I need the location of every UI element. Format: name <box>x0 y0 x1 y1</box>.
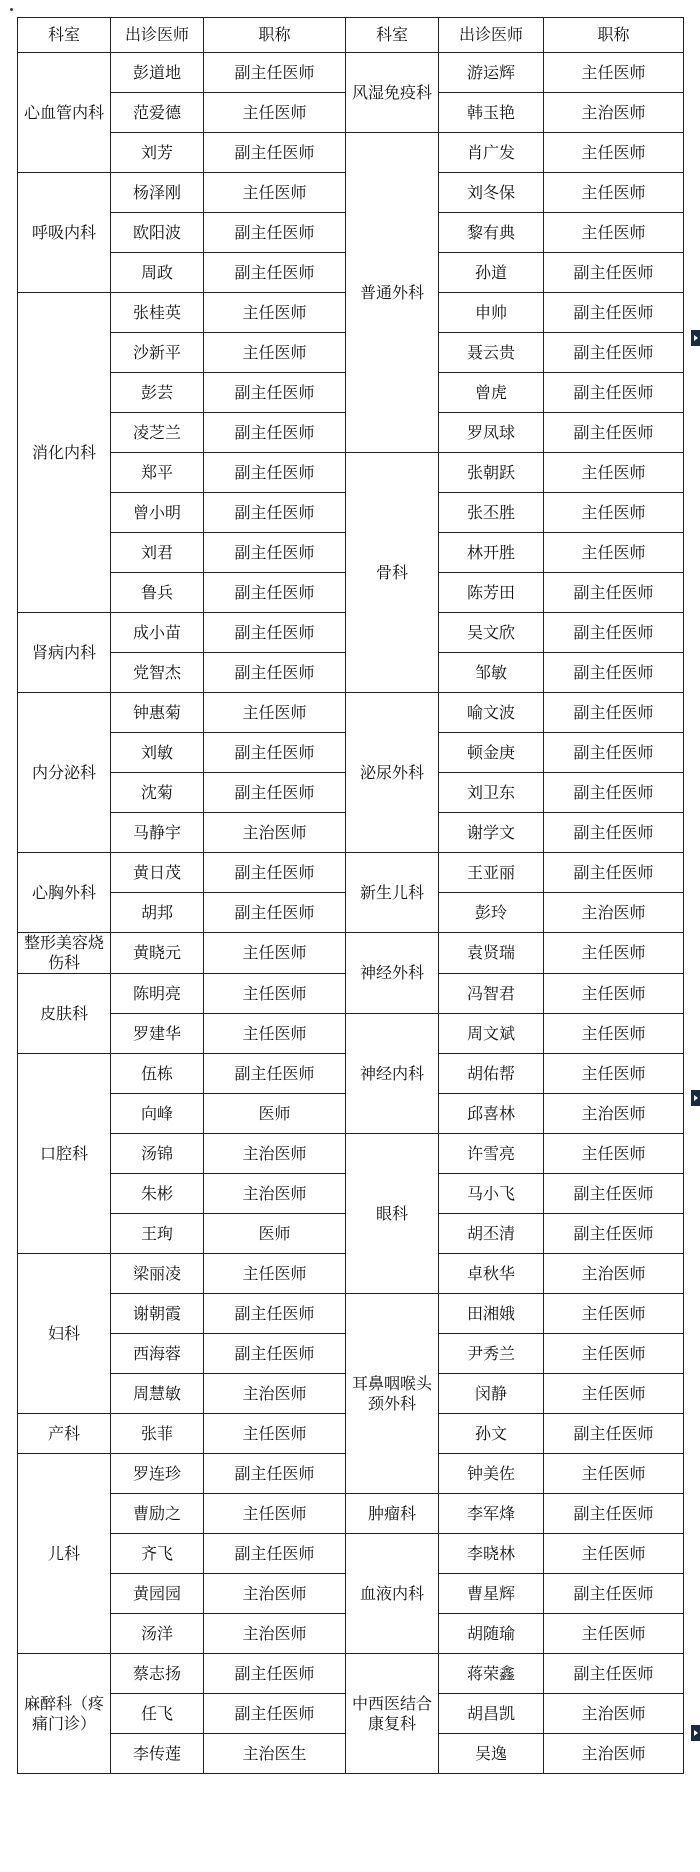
table-cell: 韩玉艳 <box>439 93 544 133</box>
table-cell: 胡昌凯 <box>439 1694 544 1734</box>
table-cell: 梁丽凌 <box>111 1254 204 1294</box>
table-cell: 胡丕清 <box>439 1214 544 1254</box>
table-cell: 副主任医师 <box>544 1654 684 1694</box>
table-row <box>18 1654 684 1694</box>
table-cell: 肾病内科 <box>18 613 111 693</box>
table-cell: 副主任医师 <box>204 853 346 893</box>
table-cell: 主治医师 <box>204 813 346 853</box>
table-cell: 吴逸 <box>439 1734 544 1774</box>
table-cell: 郑平 <box>111 453 204 493</box>
table-cell: 凌芝兰 <box>111 413 204 453</box>
table-cell: 副主任医师 <box>544 613 684 653</box>
table-cell: 主治医师 <box>544 1694 684 1734</box>
table-row <box>18 133 684 173</box>
table-cell: 副主任医师 <box>204 773 346 813</box>
table-cell: 彭玲 <box>439 893 544 933</box>
table-cell: 产科 <box>18 1414 111 1454</box>
table-cell: 任飞 <box>111 1694 204 1734</box>
table-cell: 王珣 <box>111 1214 204 1254</box>
table-cell: 鲁兵 <box>111 573 204 613</box>
table-cell: 袁贤瑞 <box>439 933 544 974</box>
table-cell: 副主任医师 <box>204 1334 346 1374</box>
table-cell: 儿科 <box>18 1454 111 1654</box>
table-cell: 周文斌 <box>439 1014 544 1054</box>
table-cell: 主任医师 <box>544 453 684 493</box>
table-cell: 副主任医师 <box>544 1214 684 1254</box>
table-cell: 顿金庚 <box>439 733 544 773</box>
table-cell: 王亚丽 <box>439 853 544 893</box>
table-cell: 医师 <box>204 1094 346 1134</box>
table-cell: 副主任医师 <box>204 1534 346 1574</box>
table-cell: 神经外科 <box>346 933 439 1014</box>
table-cell: 副主任医师 <box>204 1654 346 1694</box>
table-cell: 副主任医师 <box>544 773 684 813</box>
table-cell: 副主任医师 <box>544 853 684 893</box>
scroll-marker-icon[interactable] <box>691 330 700 346</box>
table-cell: 副主任医师 <box>204 493 346 533</box>
table-cell: 马小飞 <box>439 1174 544 1214</box>
table-cell: 骨科 <box>346 453 439 693</box>
table-cell: 齐飞 <box>111 1534 204 1574</box>
table-cell: 主任医师 <box>544 133 684 173</box>
table-cell: 副主任医师 <box>204 133 346 173</box>
table-cell: 主任医师 <box>544 53 684 93</box>
table-cell: 西海蓉 <box>111 1334 204 1374</box>
table-cell: 周政 <box>111 253 204 293</box>
table-cell: 沈菊 <box>111 773 204 813</box>
table-cell: 主任医师 <box>204 333 346 373</box>
table-cell: 胡佑帮 <box>439 1054 544 1094</box>
table-cell: 主任医师 <box>544 1014 684 1054</box>
table-cell: 曾虎 <box>439 373 544 413</box>
table-cell: 黄园园 <box>111 1574 204 1614</box>
table-cell: 主治医师 <box>544 893 684 933</box>
roster-table <box>17 17 684 1774</box>
table-cell: 副主任医师 <box>544 413 684 453</box>
table-cell: 田湘娥 <box>439 1294 544 1334</box>
table-cell: 主任医师 <box>204 1254 346 1294</box>
table-cell: 主任医师 <box>204 1414 346 1454</box>
table-row <box>18 1494 684 1534</box>
table-cell: 整形美容烧伤科 <box>18 933 111 974</box>
table-cell: 申帅 <box>439 293 544 333</box>
table-cell: 副主任医师 <box>204 53 346 93</box>
header-title: 职称 <box>204 18 346 53</box>
table-cell: 黄晓元 <box>111 933 204 974</box>
table-cell: 谢朝霞 <box>111 1294 204 1334</box>
table-cell: 副主任医师 <box>544 1494 684 1534</box>
table-cell: 副主任医师 <box>544 813 684 853</box>
table-cell: 副主任医师 <box>204 573 346 613</box>
table-cell: 闵静 <box>439 1374 544 1414</box>
table-cell: 陈明亮 <box>111 974 204 1014</box>
table-cell: 副主任医师 <box>204 613 346 653</box>
clinic-roster <box>17 17 683 1857</box>
table-cell: 蔡志扬 <box>111 1654 204 1694</box>
table-cell: 呼吸内科 <box>18 173 111 293</box>
corner-dot <box>10 8 13 11</box>
table-cell: 主治医生 <box>204 1734 346 1774</box>
table-cell: 聂云贵 <box>439 333 544 373</box>
table-cell: 胡邦 <box>111 893 204 933</box>
table-cell: 曹励之 <box>111 1494 204 1534</box>
table-cell: 许雪亮 <box>439 1134 544 1174</box>
table-cell: 邹敏 <box>439 653 544 693</box>
header-row <box>18 18 684 53</box>
table-cell: 麻醉科（疼痛门诊） <box>18 1654 111 1774</box>
table-cell: 肖广发 <box>439 133 544 173</box>
table-cell: 曹星辉 <box>439 1574 544 1614</box>
table-cell: 主治医师 <box>544 1254 684 1294</box>
table-cell: 泌尿外科 <box>346 693 439 853</box>
table-cell: 主任医师 <box>204 1494 346 1534</box>
table-cell: 周慧敏 <box>111 1374 204 1414</box>
table-cell: 向峰 <box>111 1094 204 1134</box>
table-cell: 主任医师 <box>204 1014 346 1054</box>
table-cell: 朱彬 <box>111 1174 204 1214</box>
table-cell: 血液内科 <box>346 1534 439 1654</box>
table-cell: 主任医师 <box>204 933 346 974</box>
table-cell: 副主任医师 <box>204 893 346 933</box>
table-cell: 汤锦 <box>111 1134 204 1174</box>
table-cell: 谢学文 <box>439 813 544 853</box>
table-cell: 李军烽 <box>439 1494 544 1534</box>
table-cell: 主任医师 <box>544 493 684 533</box>
table-cell: 张菲 <box>111 1414 204 1454</box>
table-cell: 主治医师 <box>204 1134 346 1174</box>
table-cell: 汤洋 <box>111 1614 204 1654</box>
table-cell: 主任医师 <box>544 974 684 1014</box>
table-cell: 刘敏 <box>111 733 204 773</box>
table-row <box>18 453 684 493</box>
table-row <box>18 1014 684 1054</box>
table-row <box>18 853 684 893</box>
table-row <box>18 53 684 93</box>
table-cell: 副主任医师 <box>544 1574 684 1614</box>
table-cell: 主任医师 <box>204 173 346 213</box>
table-cell: 欧阳波 <box>111 213 204 253</box>
table-cell: 主治医师 <box>204 1614 346 1654</box>
table-cell: 副主任医师 <box>204 413 346 453</box>
table-cell: 主任医师 <box>544 1134 684 1174</box>
table-row <box>18 693 684 733</box>
table-cell: 主任医师 <box>204 974 346 1014</box>
table-cell: 范爱德 <box>111 93 204 133</box>
table-cell: 神经内科 <box>346 1014 439 1134</box>
table-cell: 口腔科 <box>18 1054 111 1254</box>
table-cell: 尹秀兰 <box>439 1334 544 1374</box>
table-cell: 消化内科 <box>18 293 111 613</box>
table-cell: 副主任医师 <box>204 213 346 253</box>
table-row <box>18 1134 684 1174</box>
table-cell: 中西医结合康复科 <box>346 1654 439 1774</box>
table-cell: 副主任医师 <box>544 1414 684 1454</box>
table-cell: 副主任医师 <box>204 653 346 693</box>
table-cell: 副主任医师 <box>204 253 346 293</box>
table-cell: 李晓林 <box>439 1534 544 1574</box>
table-cell: 心血管内科 <box>18 53 111 173</box>
table-cell: 主治医师 <box>544 93 684 133</box>
table-cell: 主治医师 <box>544 1094 684 1134</box>
table-cell: 党智杰 <box>111 653 204 693</box>
table-cell: 主任医师 <box>544 1534 684 1574</box>
table-cell: 黄日茂 <box>111 853 204 893</box>
table-cell: 副主任医师 <box>544 733 684 773</box>
table-cell: 副主任医师 <box>544 253 684 293</box>
table-cell: 皮肤科 <box>18 974 111 1054</box>
table-cell: 马静宇 <box>111 813 204 853</box>
table-cell: 副主任医师 <box>544 693 684 733</box>
table-cell: 林开胜 <box>439 533 544 573</box>
roster-body <box>18 53 684 1774</box>
table-cell: 刘卫东 <box>439 773 544 813</box>
header-doctor: 出诊医师 <box>111 18 204 53</box>
scroll-marker-icon[interactable] <box>691 1725 700 1741</box>
table-cell: 副主任医师 <box>544 1174 684 1214</box>
table-cell: 主任医师 <box>204 293 346 333</box>
table-cell: 邱喜林 <box>439 1094 544 1134</box>
table-cell: 李传莲 <box>111 1734 204 1774</box>
table-cell: 刘冬保 <box>439 173 544 213</box>
table-cell: 张丕胜 <box>439 493 544 533</box>
table-cell: 彭芸 <box>111 373 204 413</box>
table-cell: 孙文 <box>439 1414 544 1454</box>
table-cell: 副主任医师 <box>544 653 684 693</box>
table-cell: 主任医师 <box>204 693 346 733</box>
table-cell: 新生儿科 <box>346 853 439 933</box>
table-cell: 钟美佐 <box>439 1454 544 1494</box>
table-cell: 游运辉 <box>439 53 544 93</box>
header-doctor: 出诊医师 <box>439 18 544 53</box>
table-cell: 主任医师 <box>204 93 346 133</box>
table-cell: 内分泌科 <box>18 693 111 853</box>
table-cell: 张桂英 <box>111 293 204 333</box>
table-cell: 沙新平 <box>111 333 204 373</box>
table-cell: 主任医师 <box>544 1294 684 1334</box>
table-cell: 副主任医师 <box>544 373 684 413</box>
table-cell: 罗建华 <box>111 1014 204 1054</box>
table-row <box>18 1294 684 1334</box>
table-cell: 主治医师 <box>204 1574 346 1614</box>
table-cell: 副主任医师 <box>544 293 684 333</box>
table-cell: 孙道 <box>439 253 544 293</box>
table-cell: 胡随瑜 <box>439 1614 544 1654</box>
table-cell: 普通外科 <box>346 133 439 453</box>
table-cell: 蒋荣鑫 <box>439 1654 544 1694</box>
table-cell: 副主任医师 <box>204 733 346 773</box>
table-cell: 副主任医师 <box>204 453 346 493</box>
table-cell: 刘君 <box>111 533 204 573</box>
table-cell: 心胸外科 <box>18 853 111 933</box>
table-cell: 主任医师 <box>544 933 684 974</box>
table-cell: 伍栋 <box>111 1054 204 1094</box>
table-cell: 妇科 <box>18 1254 111 1414</box>
table-cell: 医师 <box>204 1214 346 1254</box>
table-cell: 耳鼻咽喉头颈外科 <box>346 1294 439 1494</box>
table-cell: 卓秋华 <box>439 1254 544 1294</box>
table-cell: 副主任医师 <box>204 1694 346 1734</box>
table-row <box>18 1534 684 1574</box>
table-cell: 主任医师 <box>544 213 684 253</box>
table-cell: 主任医师 <box>544 1454 684 1494</box>
table-cell: 主任医师 <box>544 173 684 213</box>
header-title: 职称 <box>544 18 684 53</box>
table-cell: 肿瘤科 <box>346 1494 439 1534</box>
table-cell: 钟惠菊 <box>111 693 204 733</box>
table-cell: 杨泽刚 <box>111 173 204 213</box>
scroll-marker-icon[interactable] <box>691 1090 700 1106</box>
table-cell: 副主任医师 <box>544 333 684 373</box>
table-cell: 主治医师 <box>544 1734 684 1774</box>
table-cell: 张朝跃 <box>439 453 544 493</box>
table-cell: 副主任医师 <box>204 1054 346 1094</box>
table-cell: 眼科 <box>346 1134 439 1294</box>
table-cell: 主治医师 <box>204 1174 346 1214</box>
table-cell: 罗凤球 <box>439 413 544 453</box>
table-cell: 曾小明 <box>111 493 204 533</box>
table-cell: 主任医师 <box>544 533 684 573</box>
table-cell: 副主任医师 <box>544 573 684 613</box>
table-cell: 副主任医师 <box>204 1454 346 1494</box>
table-cell: 主任医师 <box>544 1374 684 1414</box>
table-cell: 黎有典 <box>439 213 544 253</box>
table-cell: 主任医师 <box>544 1054 684 1094</box>
table-cell: 主治医师 <box>204 1374 346 1414</box>
table-row <box>18 933 684 974</box>
table-cell: 罗连珍 <box>111 1454 204 1494</box>
table-cell: 副主任医师 <box>204 373 346 413</box>
table-cell: 刘芳 <box>111 133 204 173</box>
table-cell: 风湿免疫科 <box>346 53 439 133</box>
table-cell: 喻文波 <box>439 693 544 733</box>
header-department: 科室 <box>346 18 439 53</box>
table-cell: 成小苗 <box>111 613 204 653</box>
table-cell: 冯智君 <box>439 974 544 1014</box>
table-cell: 主任医师 <box>544 1334 684 1374</box>
table-cell: 彭道地 <box>111 53 204 93</box>
table-cell: 副主任医师 <box>204 1294 346 1334</box>
table-cell: 吴文欣 <box>439 613 544 653</box>
table-cell: 副主任医师 <box>204 533 346 573</box>
table-cell: 主任医师 <box>544 1614 684 1654</box>
table-cell: 陈芳田 <box>439 573 544 613</box>
header-department: 科室 <box>18 18 111 53</box>
